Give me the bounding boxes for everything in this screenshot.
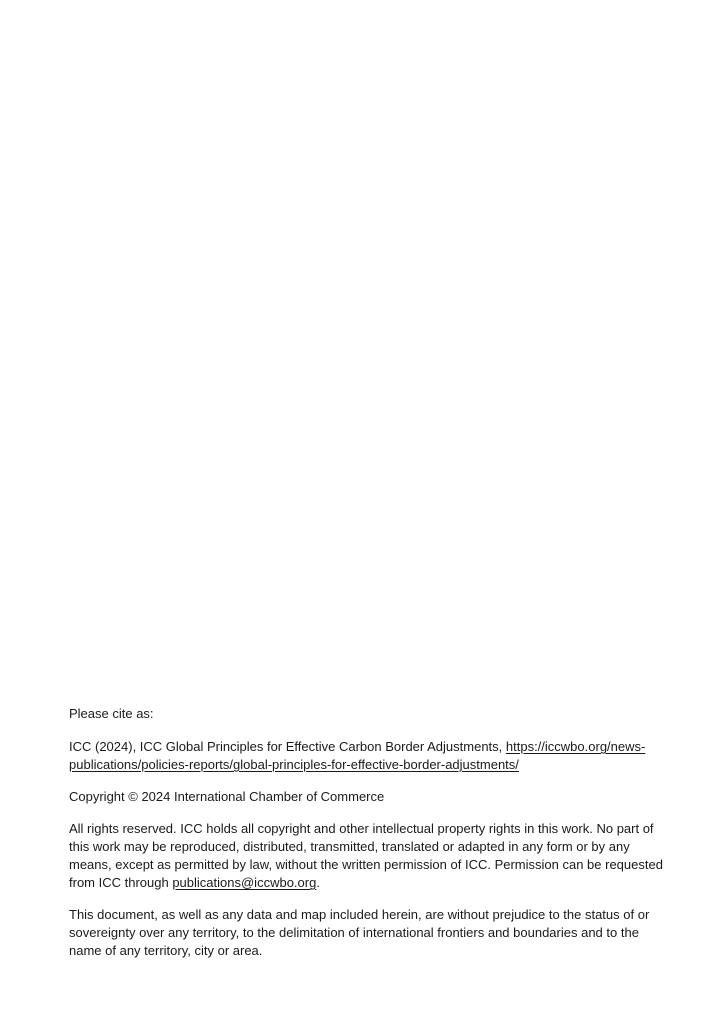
email-link[interactable]: publications@iccwbo.org — [172, 875, 317, 890]
citation-link[interactable]: https://iccwbo.org/news-publications/policies-reports/global-principles-for-effective-border-adjustments/ — [69, 739, 646, 772]
rights-text: All rights reserved. ICC holds all copyright and other intellectual property rights in this work. No part of this work may be reproduced, distributed, transmitted, translated or adapted in any form or by any means, except as permitted by law, without the written permission of ICC. Permission can be requested from ICC through — [69, 821, 663, 890]
rights-end: . — [316, 875, 320, 890]
imprint-section — [69, 705, 669, 974]
disclaimer-paragraph: This document, as well as any data and map included herein, are without prejudice to the status of or sovereignty over any territory, to the delimitation of international frontiers and boundaries and to the name of any territory, city or area. — [69, 907, 650, 958]
cite-label: Please cite as: — [69, 706, 154, 721]
rights-paragraph — [69, 820, 669, 892]
citation-paragraph — [69, 738, 669, 774]
copyright-line: Copyright © 2024 International Chamber of Commerce — [69, 789, 385, 804]
citation-text: ICC (2024), ICC Global Principles for Effective Carbon Border Adjustments, — [69, 739, 506, 754]
